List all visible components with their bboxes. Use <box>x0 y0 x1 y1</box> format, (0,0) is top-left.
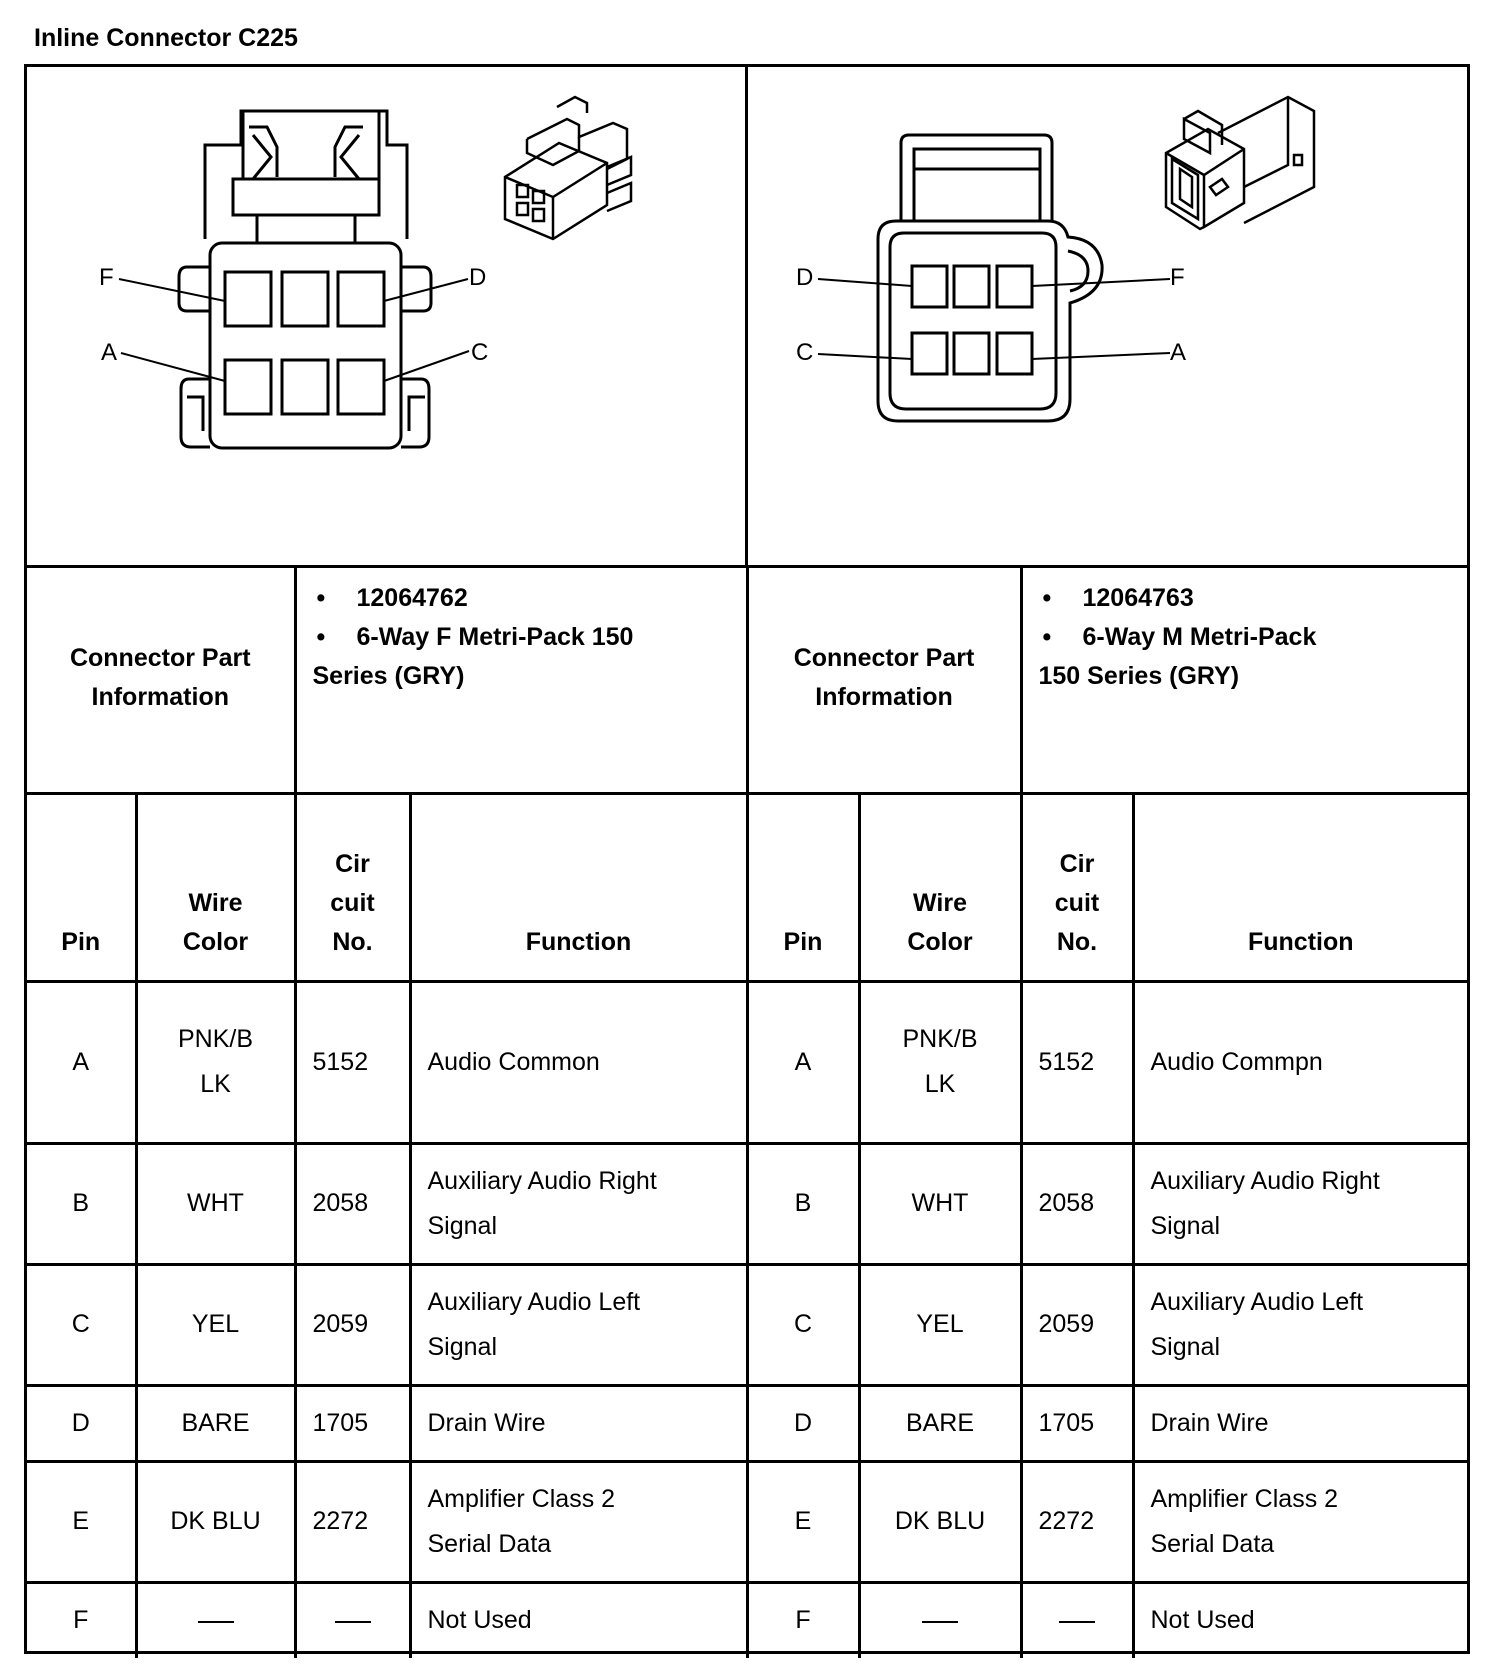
function-cell: Audio Commpn <box>1133 981 1467 1143</box>
table-row <box>27 1385 1467 1461</box>
dash-mark <box>198 1621 234 1623</box>
circuit-cell: 2059 <box>295 1264 410 1385</box>
female-connector-face-drawing <box>27 67 745 565</box>
function-cell: Amplifier Class 2 Serial Data <box>410 1461 747 1582</box>
function-cell: Auxiliary Audio Left Signal <box>1133 1264 1467 1385</box>
pin-cell: C <box>747 1264 859 1385</box>
function-cell: Drain Wire <box>410 1385 747 1461</box>
col-function-left: Function <box>410 793 747 981</box>
circuit-cell: 1705 <box>1021 1385 1133 1461</box>
circuit-cell: 1705 <box>295 1385 410 1461</box>
circuit-cell: 5152 <box>1021 981 1133 1143</box>
function-cell: Not Used <box>410 1582 747 1658</box>
circuit-cell: 2058 <box>1021 1143 1133 1264</box>
wire-color-cell: PNK/B LK <box>136 981 295 1143</box>
circuit-cell: 2058 <box>295 1143 410 1264</box>
pin-cell: E <box>27 1461 136 1582</box>
col-circuit-left: Cir cuit No. <box>295 793 410 981</box>
pin-label-c: C <box>471 339 489 366</box>
right-part-info <box>1021 565 1467 793</box>
circuit-cell: 2059 <box>1021 1264 1133 1385</box>
pin-cell: F <box>27 1582 136 1658</box>
pin-label-f: F <box>1170 264 1185 291</box>
col-function-right: Function <box>1133 793 1467 981</box>
connector-table-frame <box>24 64 1470 1654</box>
left-part-number: • 12064762 <box>313 579 738 618</box>
col-pin-right: Pin <box>747 793 859 981</box>
wire-color-cell-empty <box>859 1582 1021 1658</box>
table-row <box>27 1264 1467 1385</box>
wire-color-cell: PNK/B LK <box>859 981 1021 1143</box>
pin-cell: D <box>27 1385 136 1461</box>
pin-label-f: F <box>99 264 114 291</box>
table-row <box>27 981 1467 1143</box>
male-connector-face-drawing <box>748 67 1467 565</box>
col-pin-left: Pin <box>27 793 136 981</box>
wire-color-cell: DK BLU <box>136 1461 295 1582</box>
function-cell: Drain Wire <box>1133 1385 1467 1461</box>
circuit-cell: 2272 <box>1021 1461 1133 1582</box>
pin-label-a: A <box>1170 339 1187 366</box>
wire-color-cell-empty <box>136 1582 295 1658</box>
left-part-info <box>295 565 747 793</box>
pin-cell: F <box>747 1582 859 1658</box>
wire-color-cell: YEL <box>136 1264 295 1385</box>
wire-color-cell: DK BLU <box>859 1461 1021 1582</box>
right-description-line1: • 6-Way M Metri-Pack <box>1039 618 1460 657</box>
col-wire-color-left: Wire Color <box>136 793 295 981</box>
col-circuit-right: Cir cuit No. <box>1021 793 1133 981</box>
pin-cell: C <box>27 1264 136 1385</box>
circuit-cell: 5152 <box>295 981 410 1143</box>
table-row <box>27 1461 1467 1582</box>
part-info-row <box>27 565 1467 793</box>
circuit-cell-empty <box>295 1582 410 1658</box>
pin-cell: E <box>747 1461 859 1582</box>
column-header-row <box>27 793 1467 981</box>
pin-cell: A <box>747 981 859 1143</box>
left-description-line2: Series (GRY) <box>312 662 465 690</box>
connector-pinout-table <box>27 565 1467 1658</box>
pin-cell: A <box>27 981 136 1143</box>
wire-color-cell: WHT <box>859 1143 1021 1264</box>
wire-color-cell: WHT <box>136 1143 295 1264</box>
right-description-line2: 150 Series (GRY) <box>1038 662 1240 690</box>
right-part-number: • 12064763 <box>1039 579 1460 618</box>
wire-color-cell: BARE <box>859 1385 1021 1461</box>
pin-cell: D <box>747 1385 859 1461</box>
wire-color-cell: BARE <box>136 1385 295 1461</box>
pin-label-d: D <box>469 264 487 291</box>
pin-cell: B <box>27 1143 136 1264</box>
function-cell: Auxiliary Audio Left Signal <box>410 1264 747 1385</box>
pin-label-a: A <box>101 339 118 366</box>
connector-diagrams <box>27 67 1467 568</box>
circuit-cell: 2272 <box>295 1461 410 1582</box>
male-connector-diagram <box>748 67 1467 565</box>
function-cell: Auxiliary Audio Right Signal <box>410 1143 747 1264</box>
circuit-cell-empty <box>1021 1582 1133 1658</box>
pin-cell: B <box>747 1143 859 1264</box>
table-row <box>27 1582 1467 1658</box>
female-connector-diagram <box>27 67 748 565</box>
pin-label-d: D <box>796 264 814 291</box>
dash-mark <box>335 1621 371 1623</box>
left-info-heading: Connector Part Information <box>27 565 295 793</box>
right-info-heading: Connector Part Information <box>747 565 1021 793</box>
dash-mark <box>922 1621 958 1623</box>
dash-mark <box>1059 1621 1095 1623</box>
function-cell: Audio Common <box>410 981 747 1143</box>
function-cell: Amplifier Class 2 Serial Data <box>1133 1461 1467 1582</box>
col-wire-color-right: Wire Color <box>859 793 1021 981</box>
wire-color-cell: YEL <box>859 1264 1021 1385</box>
function-cell: Auxiliary Audio Right Signal <box>1133 1143 1467 1264</box>
function-cell: Not Used <box>1133 1582 1467 1658</box>
pin-label-c: C <box>796 339 814 366</box>
table-row <box>27 1143 1467 1264</box>
left-description-line1: • 6-Way F Metri-Pack 150 <box>313 618 738 657</box>
page-title: Inline Connector C225 <box>34 24 298 52</box>
